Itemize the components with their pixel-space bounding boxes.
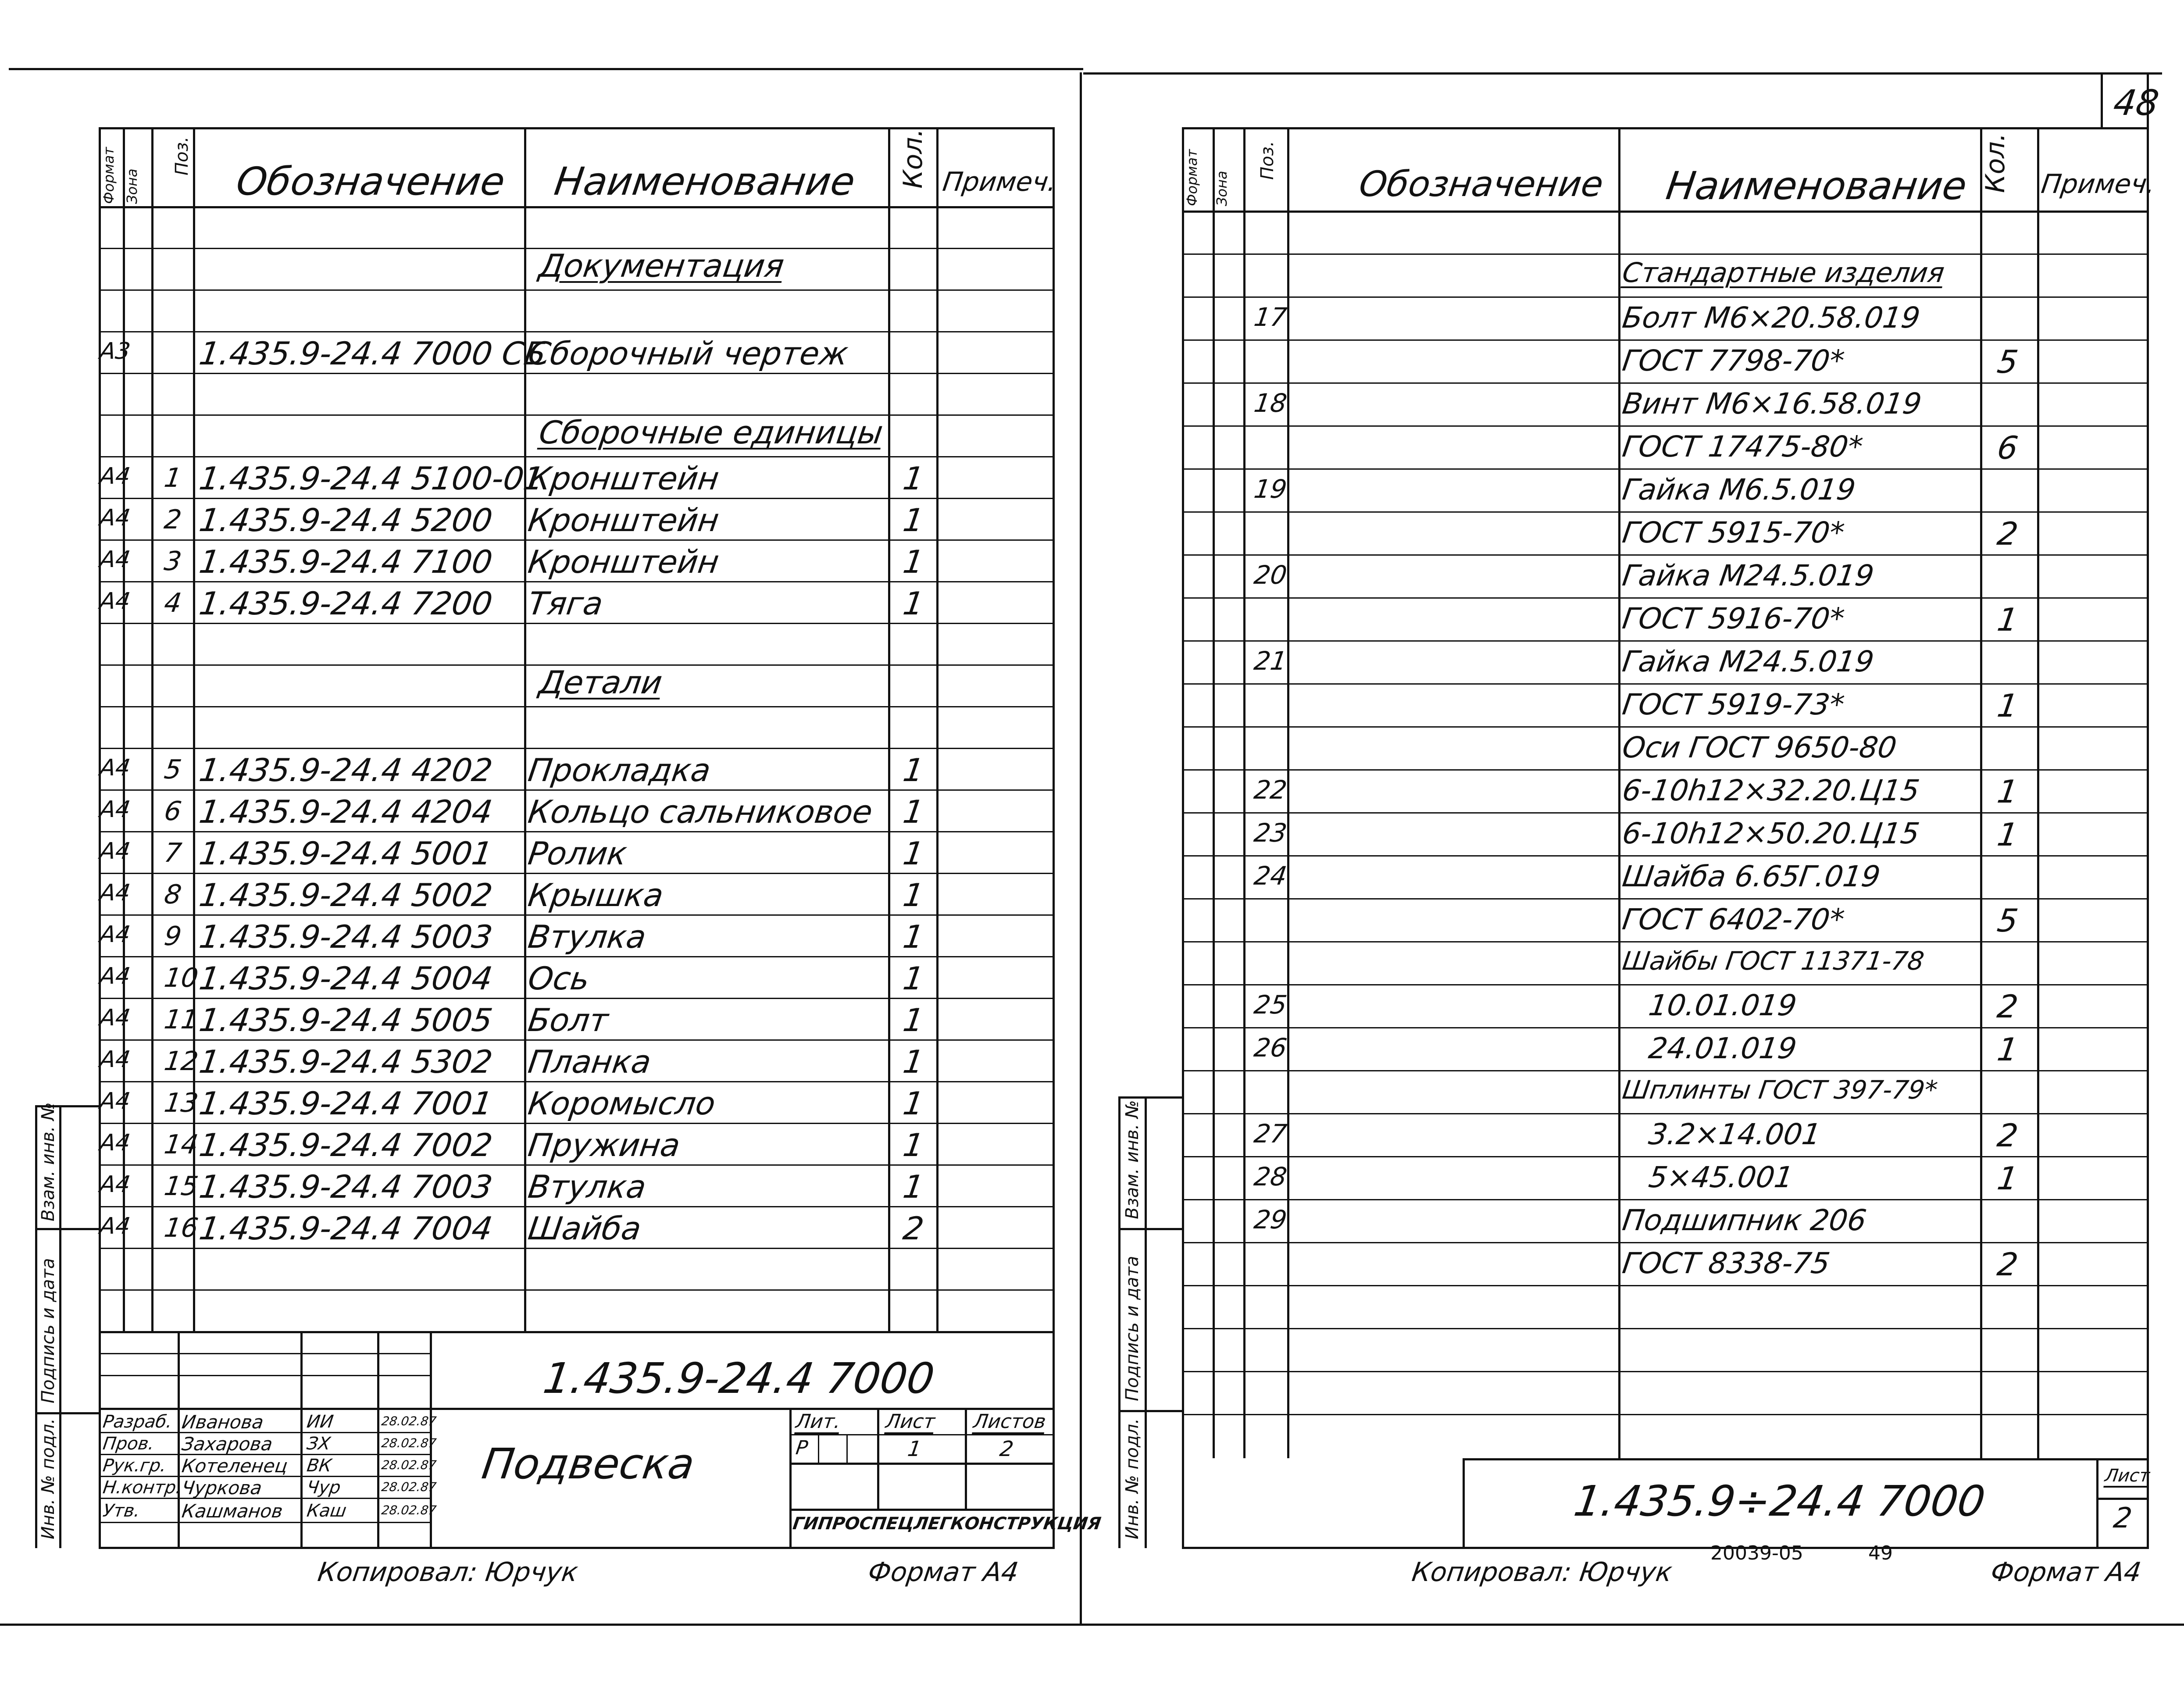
pos-cell: 24 bbox=[1252, 861, 1289, 891]
format-cell: А4 bbox=[98, 921, 132, 948]
pos-cell: 2 bbox=[162, 504, 184, 535]
pos-cell: 22 bbox=[1252, 775, 1289, 805]
pos-cell: 5 bbox=[162, 754, 184, 785]
name-cell: Шайба 6.65Г.019 bbox=[1620, 860, 1883, 893]
designation-cell: 1.435.9-24.4 5002 bbox=[197, 877, 495, 914]
format-cell: А4 bbox=[98, 796, 132, 823]
name-cell: Гайка М24.5.019 bbox=[1620, 645, 1876, 678]
name-cell: ГОСТ 8338-75 bbox=[1620, 1246, 1832, 1280]
signer-role: Н.контр. bbox=[101, 1478, 183, 1498]
right-footer-num: 49 bbox=[1868, 1542, 1893, 1564]
pos-cell: 11 bbox=[162, 1004, 200, 1035]
signer-signature: Чур bbox=[305, 1478, 342, 1498]
designation-cell: 1.435.9-24.4 5302 bbox=[197, 1043, 495, 1080]
left-side-label-2: Подпись и дата bbox=[38, 1258, 58, 1403]
format-cell: А4 bbox=[98, 1088, 132, 1114]
pos-cell: 23 bbox=[1252, 818, 1289, 848]
name-cell: Тяга bbox=[526, 585, 606, 622]
qty-cell: 5 bbox=[1995, 902, 2020, 939]
section-heading: Детали bbox=[537, 664, 665, 701]
right-sheet-label: Лист bbox=[2103, 1466, 2151, 1486]
signer-date: 28.02.87 bbox=[380, 1414, 438, 1428]
signer-date: 28.02.87 bbox=[380, 1436, 438, 1450]
col-format-label: Формат bbox=[100, 147, 117, 204]
signer-name: Кашманов bbox=[180, 1500, 284, 1522]
right-footer-order: 20039-05 bbox=[1710, 1542, 1803, 1564]
name-cell: Шплинты ГОСТ 397-79* bbox=[1620, 1075, 1940, 1105]
pos-cell: 4 bbox=[162, 588, 184, 618]
right-col-designation-label: Обозначение bbox=[1356, 164, 1606, 204]
qty-cell: 1 bbox=[901, 960, 926, 997]
signer-name: Захарова bbox=[180, 1433, 274, 1455]
name-cell: Крышка bbox=[526, 877, 666, 914]
name-cell: Пружина bbox=[526, 1127, 683, 1164]
left-footer-copied: Копировал: Юрчук bbox=[316, 1557, 580, 1588]
format-cell: А4 bbox=[98, 588, 132, 614]
signer-name: Иванова bbox=[180, 1411, 265, 1433]
format-cell: А4 bbox=[98, 1005, 132, 1031]
signer-name: Чуркова bbox=[180, 1477, 264, 1499]
qty-cell: 1 bbox=[1995, 816, 2020, 853]
format-cell: А3 bbox=[98, 338, 132, 364]
right-side-label-2: Подпись и дата bbox=[1122, 1256, 1142, 1401]
pos-cell: 8 bbox=[162, 879, 184, 910]
col-note-label: Примеч. bbox=[941, 167, 1059, 197]
sheets-label: Листов bbox=[972, 1410, 1048, 1433]
top-edge-left bbox=[9, 68, 1083, 70]
format-cell: А4 bbox=[98, 463, 132, 489]
signer-role: Разраб. bbox=[101, 1412, 174, 1432]
name-cell: Коромысло bbox=[526, 1085, 718, 1122]
qty-cell: 1 bbox=[1995, 1160, 2020, 1197]
section-heading: Стандартные изделия bbox=[1620, 257, 1947, 289]
signer-signature: ВК bbox=[305, 1456, 333, 1476]
pos-cell: 6 bbox=[162, 796, 184, 827]
left-frame-right bbox=[1053, 127, 1055, 1548]
qty-cell: 2 bbox=[1995, 1117, 2020, 1154]
right-col-name-label: Наименование bbox=[1663, 163, 1970, 208]
pos-cell: 25 bbox=[1252, 990, 1289, 1020]
qty-cell: 1 bbox=[901, 502, 926, 539]
sheet-value: 1 bbox=[906, 1437, 923, 1461]
name-cell: ГОСТ 5916-70* bbox=[1620, 602, 1847, 635]
pos-cell: 26 bbox=[1252, 1033, 1289, 1063]
qty-cell: 1 bbox=[901, 1085, 926, 1122]
name-cell: ГОСТ 6402-70* bbox=[1620, 903, 1847, 936]
designation-cell: 1.435.9-24.4 5001 bbox=[197, 835, 495, 872]
qty-cell: 1 bbox=[901, 1127, 926, 1164]
designation-cell: 1.435.9-24.4 5005 bbox=[197, 1002, 495, 1039]
qty-cell: 1 bbox=[901, 1168, 926, 1205]
right-col-qty-label: Кол. bbox=[1980, 133, 2011, 193]
name-cell: Втулка bbox=[526, 1168, 649, 1205]
qty-cell: 5 bbox=[1995, 343, 2020, 380]
right-side-label-1: Взам. инв. № bbox=[1122, 1100, 1142, 1219]
org-name: ГИПРОСПЕЦЛЕГКОНСТРУКЦИЯ bbox=[791, 1514, 1103, 1534]
page-number: 48 bbox=[2111, 82, 2162, 123]
name-cell: Винт М6×16.58.019 bbox=[1620, 387, 1924, 421]
name-cell: Кронштейн bbox=[526, 460, 721, 497]
name-cell: 3.2×14.001 bbox=[1646, 1117, 1823, 1151]
format-cell: А4 bbox=[98, 1171, 132, 1198]
qty-cell: 1 bbox=[901, 835, 926, 872]
lit-value: Р bbox=[794, 1437, 810, 1459]
pos-cell: 21 bbox=[1252, 646, 1289, 676]
designation-cell: 1.435.9-24.4 5004 bbox=[197, 960, 495, 997]
format-cell: А4 bbox=[98, 880, 132, 906]
signer-signature: ИИ bbox=[305, 1412, 335, 1432]
col-designation-label: Обозначение bbox=[233, 159, 508, 204]
pos-cell: 17 bbox=[1252, 302, 1289, 332]
left-side-label-3: Инв. № подл. bbox=[38, 1418, 58, 1539]
qty-cell: 1 bbox=[1995, 687, 2020, 724]
pos-cell: 12 bbox=[162, 1046, 200, 1077]
qty-cell: 2 bbox=[1995, 988, 2020, 1025]
right-col-format-label: Формат bbox=[1184, 149, 1200, 206]
pos-cell: 9 bbox=[162, 921, 184, 952]
name-cell: Кронштейн bbox=[526, 543, 721, 580]
name-cell: Втулка bbox=[526, 918, 649, 955]
bottom-edge bbox=[0, 1624, 2184, 1626]
designation-cell: 1.435.9-24.4 4204 bbox=[197, 793, 495, 830]
lit-label: Лит. bbox=[794, 1410, 842, 1433]
pos-cell: 13 bbox=[162, 1088, 200, 1118]
format-cell: А4 bbox=[98, 1046, 132, 1073]
pos-cell: 3 bbox=[162, 546, 184, 577]
name-cell: Оси ГОСТ 9650-80 bbox=[1620, 731, 1899, 764]
signer-date: 28.02.87 bbox=[380, 1458, 438, 1472]
signer-signature: ЗХ bbox=[305, 1434, 332, 1454]
qty-cell: 2 bbox=[1995, 1246, 2020, 1283]
right-footer-copied: Копировал: Юрчук bbox=[1410, 1557, 1674, 1588]
pos-cell: 16 bbox=[162, 1213, 200, 1243]
qty-cell: 1 bbox=[901, 793, 926, 830]
name-cell: Сборочный чертеж bbox=[526, 335, 851, 372]
designation-cell: 1.435.9-24.4 5003 bbox=[197, 918, 495, 955]
designation-cell: 1.435.9-24.4 7000 СБ bbox=[197, 335, 549, 372]
right-col-pos-label: Поз. bbox=[1257, 141, 1278, 180]
name-cell: Кронштейн bbox=[526, 502, 721, 539]
pos-cell: 7 bbox=[162, 838, 184, 868]
signer-role: Пров. bbox=[101, 1434, 156, 1454]
right-footer-format: Формат А4 bbox=[1989, 1557, 2143, 1588]
pos-cell: 15 bbox=[162, 1171, 200, 1202]
pos-cell: 19 bbox=[1252, 474, 1289, 504]
designation-cell: 1.435.9-24.4 7100 bbox=[197, 543, 495, 580]
right-frame-right bbox=[2147, 72, 2149, 1548]
section-heading: Документация bbox=[537, 247, 787, 284]
right-sheet-value: 2 bbox=[2111, 1502, 2134, 1535]
signer-date: 28.02.87 bbox=[380, 1480, 438, 1494]
col-name-label: Наименование bbox=[551, 159, 858, 204]
right-col-note-label: Примеч. bbox=[2039, 169, 2157, 200]
signer-name: Котеленец bbox=[180, 1455, 289, 1477]
left-doc-title: Подвеска bbox=[479, 1439, 698, 1488]
col-qty-label: Кол. bbox=[898, 128, 928, 189]
format-cell: А4 bbox=[98, 755, 132, 781]
name-cell: Кольцо сальниковое bbox=[526, 793, 875, 830]
right-side-label-3: Инв. № подл. bbox=[1122, 1418, 1142, 1539]
pos-cell: 20 bbox=[1252, 560, 1289, 590]
qty-cell: 1 bbox=[901, 1043, 926, 1080]
section-heading: Сборочные единицы bbox=[537, 414, 885, 451]
name-cell: Шайба bbox=[526, 1210, 644, 1247]
col-pos-label: Поз. bbox=[172, 136, 192, 175]
sheets-value: 2 bbox=[998, 1437, 1015, 1461]
sheet-label: Лист bbox=[884, 1410, 937, 1433]
qty-cell: 1 bbox=[901, 460, 926, 497]
name-cell: 5×45.001 bbox=[1646, 1160, 1795, 1194]
left-frame-bottom bbox=[99, 1547, 1055, 1549]
name-cell: Ролик bbox=[526, 835, 629, 872]
designation-cell: 1.435.9-24.4 7001 bbox=[197, 1085, 495, 1122]
designation-cell: 1.435.9-24.4 4202 bbox=[197, 752, 495, 789]
format-cell: А4 bbox=[98, 838, 132, 864]
left-frame-left bbox=[99, 127, 101, 1548]
signer-role: Рук.гр. bbox=[101, 1456, 168, 1476]
name-cell: Планка bbox=[526, 1043, 653, 1080]
top-edge-right bbox=[1083, 72, 2162, 75]
format-cell: А4 bbox=[98, 963, 132, 989]
name-cell: Ось bbox=[526, 960, 592, 997]
name-cell: ГОСТ 7798-70* bbox=[1620, 344, 1847, 378]
pos-cell: 1 bbox=[162, 463, 184, 493]
name-cell: Прокладка bbox=[526, 752, 713, 789]
col-zone-label: Зона bbox=[124, 168, 140, 204]
qty-cell: 2 bbox=[901, 1210, 926, 1247]
qty-cell: 1 bbox=[901, 1002, 926, 1039]
designation-cell: 1.435.9-24.4 5100-01 bbox=[197, 460, 546, 497]
right-header-line bbox=[1182, 211, 2149, 213]
qty-cell: 6 bbox=[1995, 429, 2020, 466]
name-cell: Гайка М24.5.019 bbox=[1620, 559, 1876, 592]
designation-cell: 1.435.9-24.4 7200 bbox=[197, 585, 495, 622]
qty-cell: 1 bbox=[1995, 601, 2020, 638]
qty-cell: 1 bbox=[901, 877, 926, 914]
format-cell: А4 bbox=[98, 505, 132, 531]
qty-cell: 1 bbox=[901, 543, 926, 580]
qty-cell: 1 bbox=[1995, 773, 2020, 810]
name-cell: Гайка М6.5.019 bbox=[1620, 473, 1858, 507]
signer-signature: Каш bbox=[305, 1501, 348, 1521]
right-frame-bottom bbox=[1182, 1547, 2149, 1549]
name-cell: 24.01.019 bbox=[1646, 1031, 1799, 1065]
sheet-divider bbox=[1080, 72, 1082, 1625]
signer-date: 28.02.87 bbox=[380, 1503, 438, 1517]
left-side-label-1: Взам. инв. № bbox=[38, 1102, 58, 1221]
name-cell: 10.01.019 bbox=[1646, 989, 1799, 1022]
format-cell: А4 bbox=[98, 546, 132, 573]
right-col-zone-label: Зона bbox=[1213, 171, 1230, 206]
name-cell: ГОСТ 5915-70* bbox=[1620, 516, 1847, 550]
name-cell: 6-10h12×32.20.Ц15 bbox=[1620, 774, 1922, 807]
left-doc-code: 1.435.9-24.4 7000 bbox=[540, 1354, 938, 1403]
name-cell: 6-10h12×50.20.Ц15 bbox=[1620, 817, 1922, 850]
designation-cell: 1.435.9-24.4 7002 bbox=[197, 1127, 495, 1164]
name-cell: Шайбы ГОСТ 11371-78 bbox=[1620, 946, 1926, 976]
signer-role: Утв. bbox=[101, 1501, 142, 1521]
pos-cell: 18 bbox=[1252, 388, 1289, 418]
left-header-line bbox=[99, 206, 1055, 208]
right-frame-top bbox=[1182, 127, 2149, 129]
qty-cell: 1 bbox=[901, 918, 926, 955]
qty-cell: 1 bbox=[901, 752, 926, 789]
designation-cell: 1.435.9-24.4 5200 bbox=[197, 502, 495, 539]
qty-cell: 2 bbox=[1995, 515, 2020, 552]
pos-cell: 14 bbox=[162, 1129, 200, 1160]
pos-cell: 27 bbox=[1252, 1119, 1289, 1149]
name-cell: Болт М6×20.58.019 bbox=[1620, 301, 1922, 335]
qty-cell: 1 bbox=[901, 585, 926, 622]
name-cell: Подшипник 206 bbox=[1620, 1203, 1869, 1237]
right-doc-code: 1.435.9÷24.4 7000 bbox=[1571, 1477, 1988, 1526]
format-cell: А4 bbox=[98, 1213, 132, 1239]
name-cell: ГОСТ 17475-80* bbox=[1620, 430, 1865, 464]
left-footer-format: Формат А4 bbox=[866, 1557, 1021, 1588]
pos-cell: 10 bbox=[162, 963, 200, 993]
format-cell: А4 bbox=[98, 1130, 132, 1156]
designation-cell: 1.435.9-24.4 7003 bbox=[197, 1168, 495, 1205]
designation-cell: 1.435.9-24.4 7004 bbox=[197, 1210, 495, 1247]
name-cell: ГОСТ 5919-73* bbox=[1620, 688, 1847, 721]
pos-cell: 29 bbox=[1252, 1205, 1289, 1235]
name-cell: Болт bbox=[526, 1002, 611, 1039]
qty-cell: 1 bbox=[1995, 1031, 2020, 1068]
pos-cell: 28 bbox=[1252, 1162, 1289, 1192]
